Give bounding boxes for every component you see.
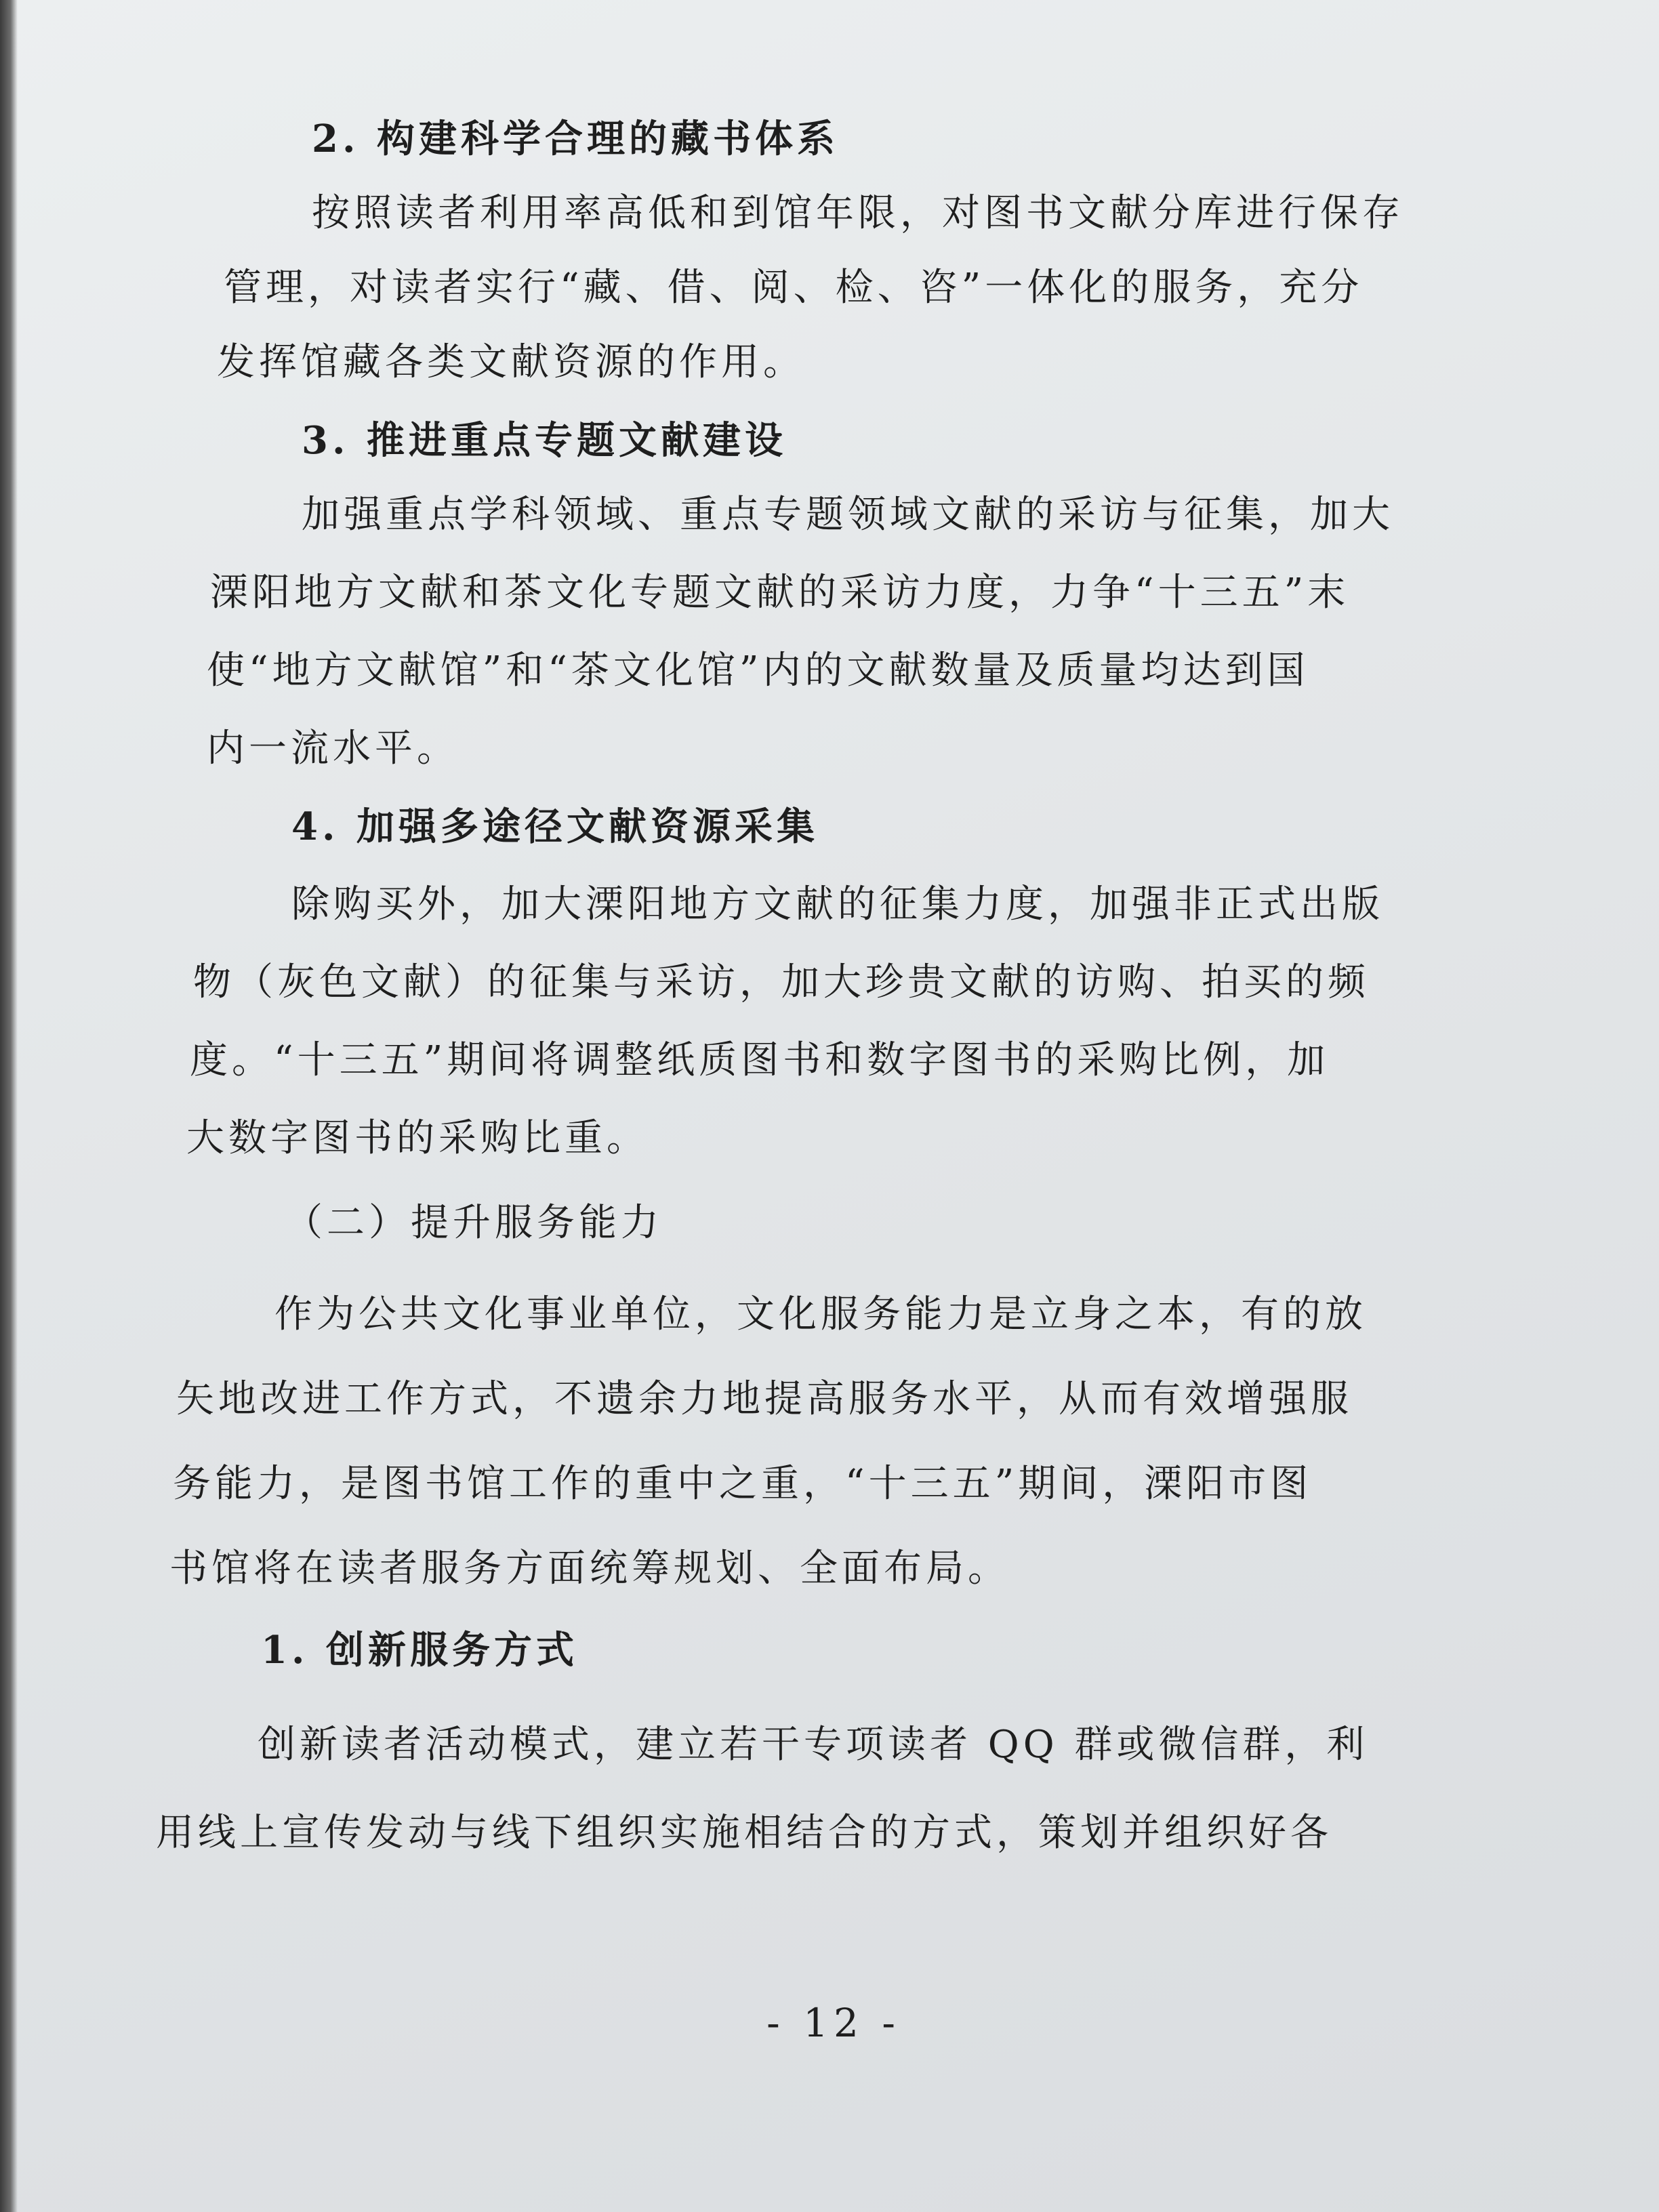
paragraph-line: 溧阳地方文献和茶文化专题文献的采访力度，力争“十三五”末 <box>210 571 1350 615</box>
paragraph-line: 度。“十三五”期间将调整纸质图书和数字图书的采购比例，加 <box>190 1038 1330 1082</box>
paragraph-line: 书馆将在读者服务方面统筹规划、全面布局。 <box>169 1547 1010 1591</box>
paragraph-line: 用线上宣传发动与线下组织实施相结合的方式，策划并组织好各 <box>156 1811 1332 1855</box>
paragraph-line: 作为公共文化事业单位，文化服务能力是立身之本，有的放 <box>274 1292 1367 1336</box>
paragraph-line: 除购买外，加大溧阳地方文献的征集力度，加强非正式出版 <box>291 882 1384 926</box>
paragraph-line: 务能力，是图书馆工作的重中之重，“十三五”期间，溧阳市图 <box>173 1462 1313 1506</box>
paragraph-line: 加强重点学科领域、重点专题领域文献的采访与征集，加大 <box>302 493 1394 537</box>
paragraph-line: 大数字图书的采购比重。 <box>186 1116 649 1160</box>
paragraph-line: 物（灰色文献）的征集与采访，加大珍贵文献的访购、拍买的频 <box>193 960 1370 1004</box>
section-heading-2: 2. 构建科学合理的藏书体系 <box>312 117 839 161</box>
paragraph-line: 内一流水平。 <box>207 726 459 771</box>
subsection-heading: （二）提升服务能力 <box>285 1201 663 1245</box>
paragraph-line: 管理，对读者实行“藏、借、阅、检、咨”一体化的服务，充分 <box>224 266 1364 310</box>
paragraph-line: 创新读者活动模式，建立若干专项读者 QQ 群或微信群，利 <box>258 1723 1369 1767</box>
page-edge-shadow <box>0 0 18 2212</box>
page-number: - 12 - <box>766 2000 901 2046</box>
section-heading-1: 1. 创新服务方式 <box>261 1628 578 1673</box>
paragraph-line: 矢地改进工作方式，不遗余力地提高服务水平，从而有效增强服 <box>176 1377 1353 1421</box>
paragraph-line: 发挥馆藏各类文献资源的作用。 <box>217 340 805 384</box>
paragraph-line: 按照读者利用率高低和到馆年限，对图书文献分库进行保存 <box>312 191 1404 235</box>
paragraph-line: 使“地方文献馆”和“茶文化馆”内的文献数量及质量均达到国 <box>207 649 1309 693</box>
section-heading-3: 3. 推进重点专题文献建设 <box>302 418 787 463</box>
section-heading-4: 4. 加强多途径文献资源采集 <box>291 804 819 849</box>
